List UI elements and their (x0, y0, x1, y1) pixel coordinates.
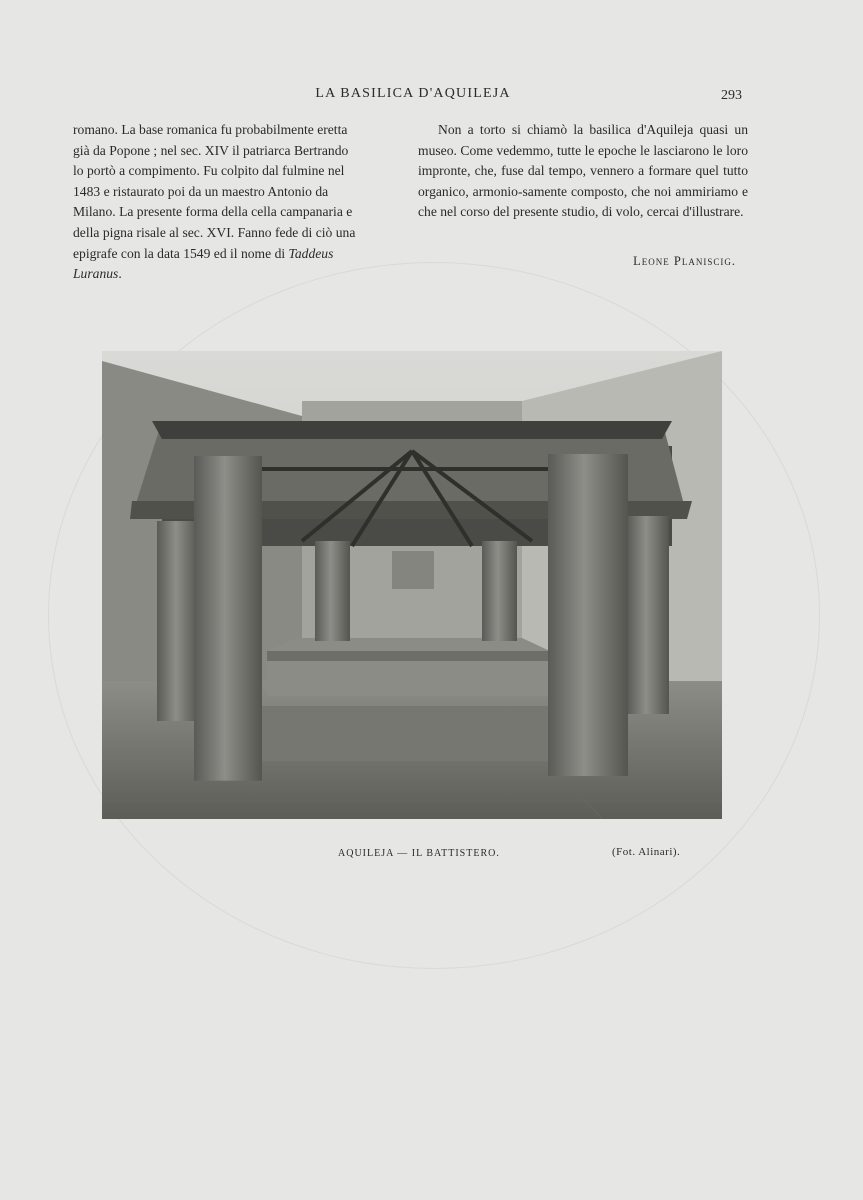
right-column-text: Non a torto si chiamò la basilica d'Aquileja quasi un museo. Come vedemmo, tutte le epoche le lasciarono le loro impronte, che, fuse dal tempo, vennero a formare quel tutto organico, armonio-samente composto, che noi ammiriamo e che nel corso del presente studio, di volo, cercai d'illustrare. (418, 122, 748, 220)
italic-name: Luranus (73, 266, 119, 282)
text-line (73, 264, 403, 285)
text-fragment: . (118, 266, 122, 282)
baptistery-photograph (102, 351, 722, 819)
running-title: LA BASILICA D'AQUILEJA (315, 86, 511, 101)
text-line: Milano. La presente forma della cella campanaria e (73, 204, 353, 220)
text-line: 1483 e ristaurato poi da un maestro Antonio da (73, 183, 329, 199)
photo-credit: (Fot. Alinari). (612, 846, 681, 858)
author-signature: Leone Planiscig. (633, 254, 736, 268)
italic-name: Taddeus (288, 245, 334, 261)
text-line (73, 244, 403, 265)
text-line: lo portò a compimento. Fu colpito dal fulmine nel (73, 163, 345, 179)
left-column-text (73, 120, 403, 285)
figure-caption: AQUILEJA — IL BATTISTERO. (338, 848, 500, 859)
text-line: già da Popone ; nel sec. XIV il patriarca Bertrando (73, 142, 349, 158)
text-fragment: epigrafe con la data 1549 ed il nome di (73, 245, 286, 261)
page-number: 293 (721, 88, 742, 103)
text-line: romano. La base romanica fu probabilmente eretta (73, 122, 348, 137)
text-line: della pigna risale al sec. XVI. Fanno fede di ciò una (73, 224, 356, 240)
